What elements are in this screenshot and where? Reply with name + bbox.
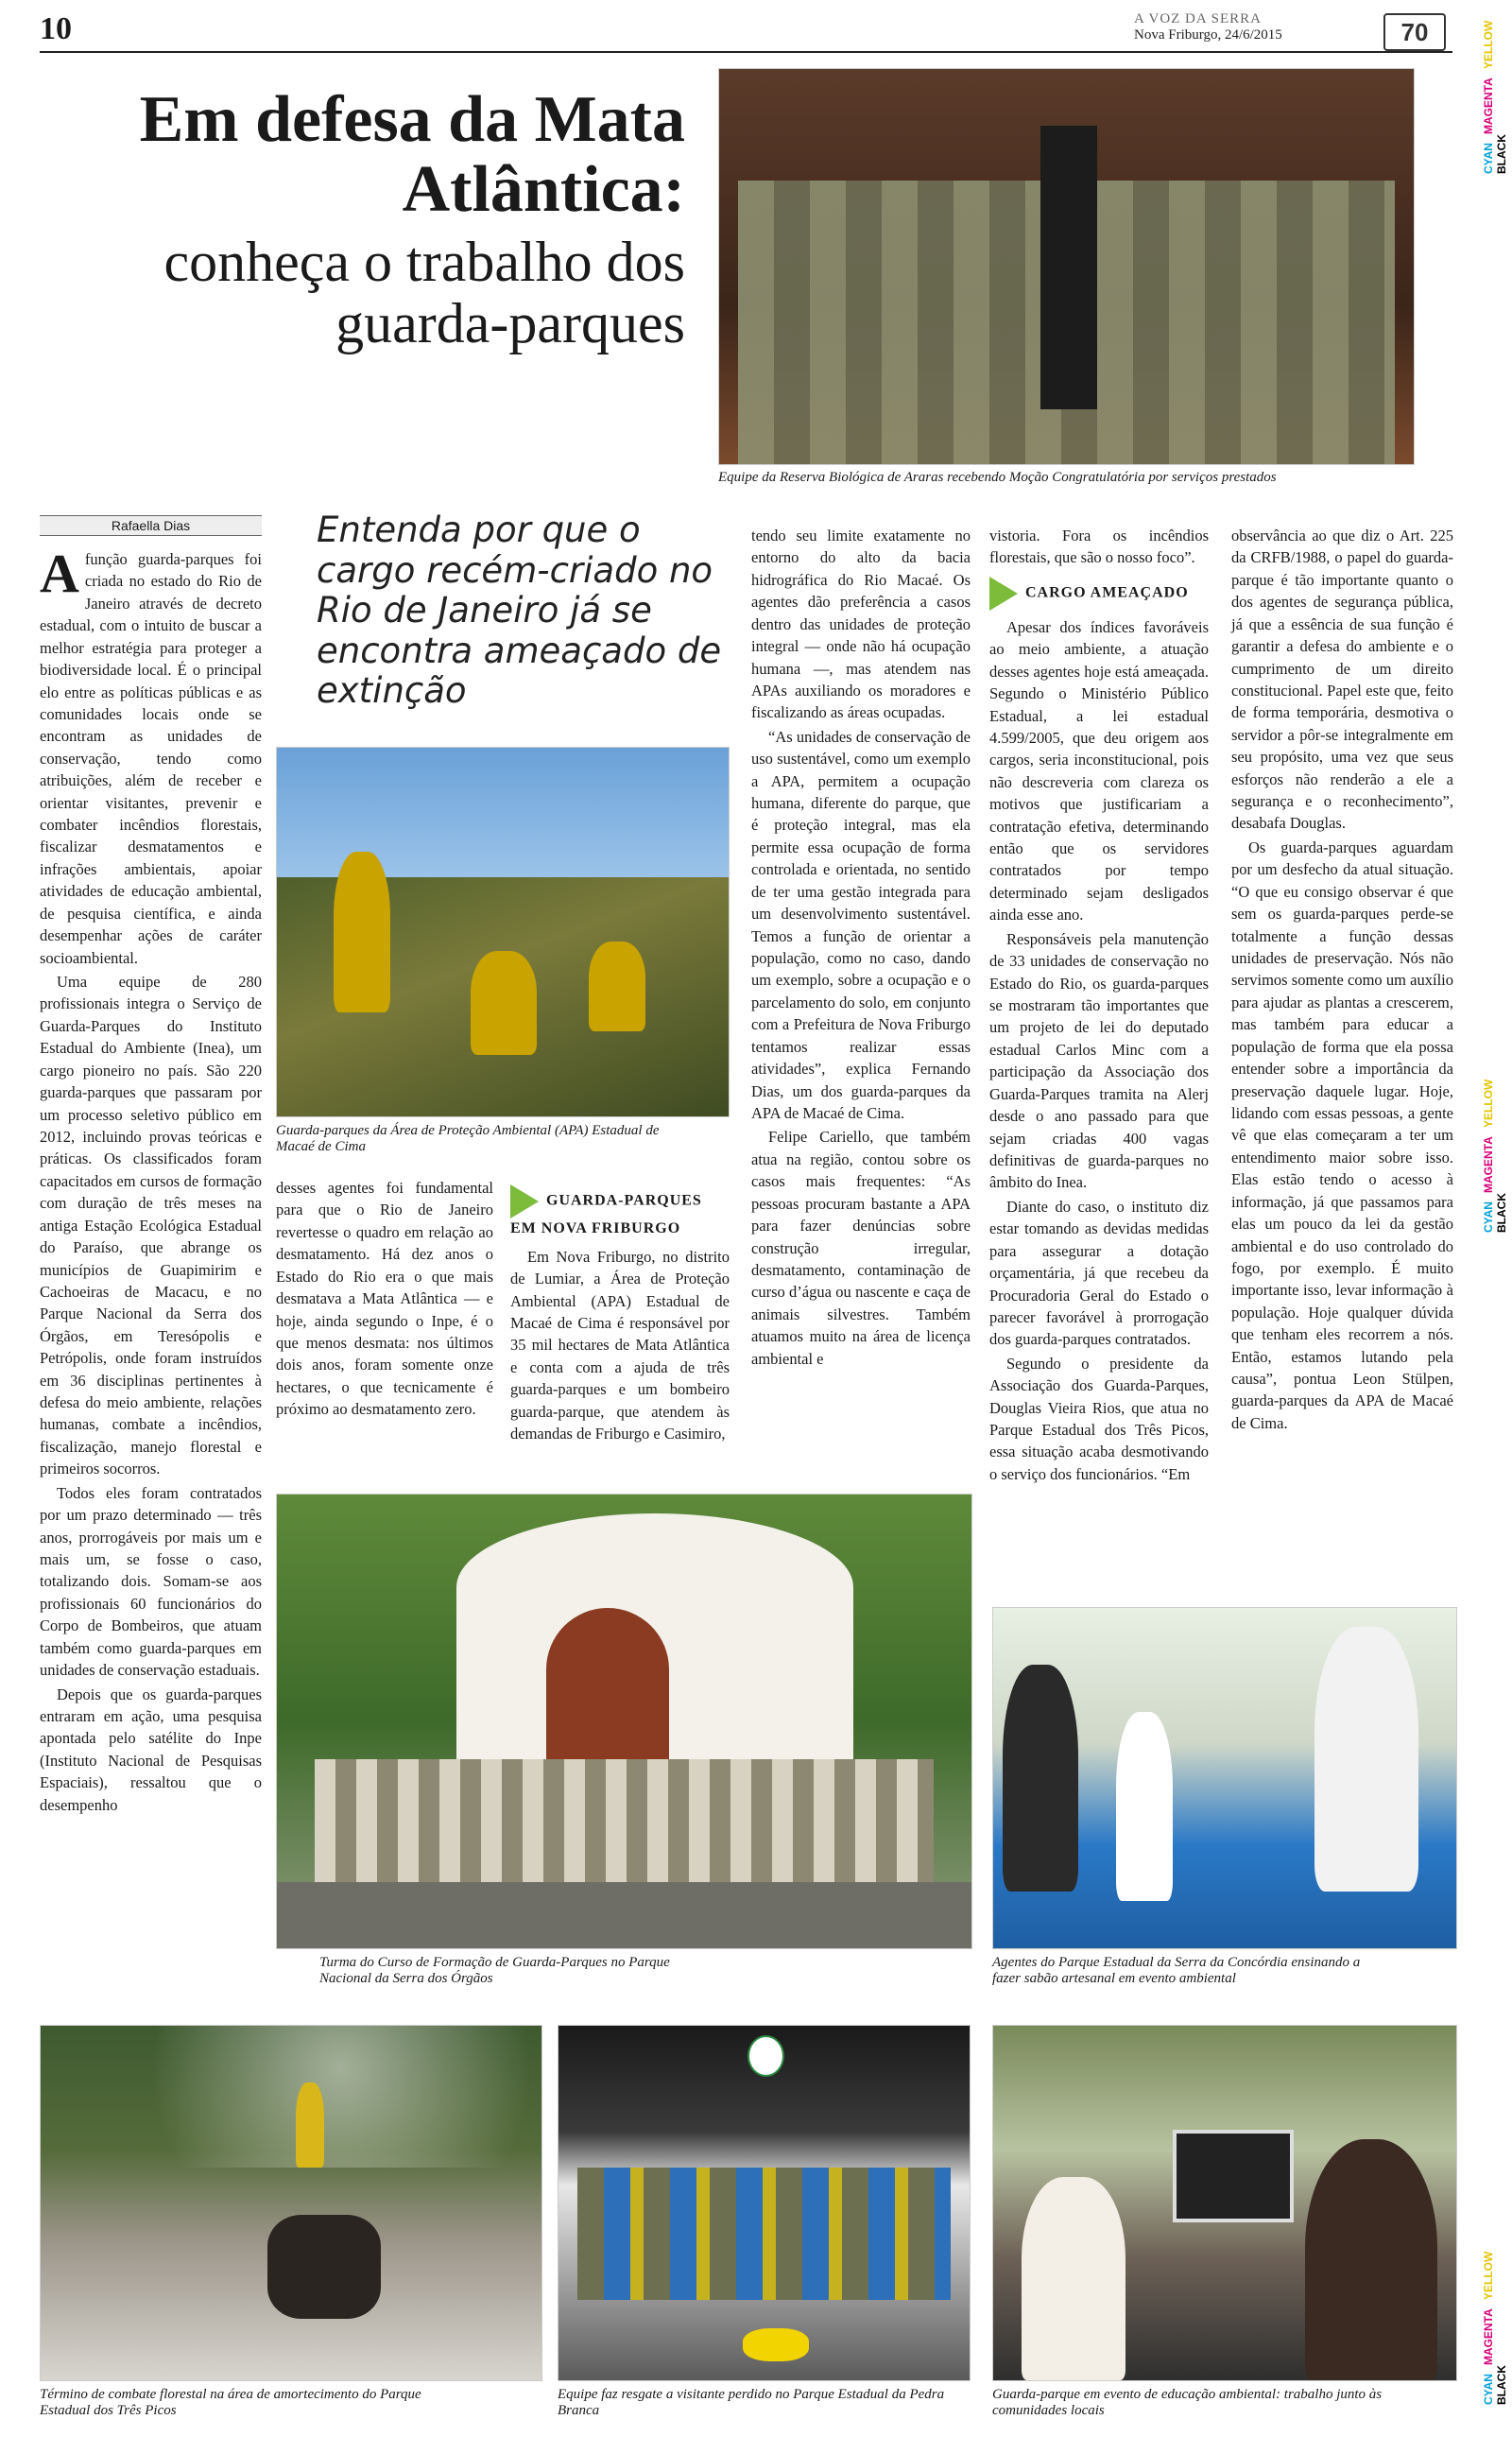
macae-guards-photo [276,747,730,1117]
paragraph: vistoria. Fora os incêndios florestais, que são o nosso foco”. [989,527,1209,567]
paragraph: Uma equipe de 280 profissionais integra o Serviço de Guarda-Parques do Instituto Estadual do Ambiente (Inea), um cargo pioneiro no país. São 220 guarda-parques que passaram por um processo seletivo público em 2012, incluindo provas teóricas e práticas. Os classificados foram capacitados em cursos de formação com duração de três meses na antiga Estação Ecológica Estadual do Paraíso, que abrange os municípios de Guapimirim e Cachoeiras de Macacu, e no Parque Nacional da Serra dos Órgãos, em Teresópolis e Petrópolis, onde foram instruídos em 36 disciplinas pertinentes à defesa do meio ambiente, relações humanas, combate a incêndios, fiscalização, manejo florestal e primeiros socorros. [40,973,262,1478]
rescue-photo-caption: Equipe faz resgate a visitante perdido no Parque Estadual da Pedra Branca [558,2387,945,2419]
column-6 [1231,525,1453,1436]
soap-making-photo [992,1607,1457,1949]
headline-bold: Em defesa da Mata Atlântica: [139,83,685,226]
environmental-education-photo [992,2025,1457,2381]
paragraph: observância ao que diz o Art. 225 da CRFB/1988, o papel do guarda-parque é tão importante quanto o dos agentes de segurança pública, já que a essência de sua função é garantir a defesa do ambiente e o cumprimento de um direito constitucional. Papel este que, feito de forma temporária, desmotiva o servidor a pôr-se integralmente em seu propósito, uma vez que seus esforços não renderão a ele a segurança e o reconhecimento”, desabafa Douglas. [1231,527,1453,833]
rescue-team-photo [558,2025,971,2381]
training-class-photo [276,1494,972,1949]
paragraph: Depois que os guarda-parques entraram em ação, uma pesquisa apontada pelo satélite do Inpe (Instituto Nacional de Pesquisas Espaciais), ressaltou que o desempenho [40,1685,262,1814]
edition-date: Nova Friburgo, 24/6/2015 [1134,27,1282,43]
paragraph: Todos eles foram contratados por um prazo determinado — três anos, prorrogáveis por mais um e mais um, se fosse o caso, totalizando dois. Somam-se aos profissionais 60 funcionários do Corpo de Bombeiros, que atuam também como guarda-parques em unidades de conservação estaduais. [40,1483,262,1680]
paragraph: tendo seu limite exatamente no entorno do alto da bacia hidrográfica do Rio Macaé. Os agentes dão preferência a casos dentro das unidades de proteção integral — onde não há ocupação humana —, mas atendem nas APAs auxiliando os moradores e fiscalizando as áreas ocupadas. [751,527,971,722]
paragraph: Afunção guarda-parques foi criada no estado do Rio de Janeiro através de decreto estadual, com o intuito de buscar a melhor estratégia para proteger a biodiversidade local. É o principal elo entre as políticas públicas e as comunidades locais onde se encontram as unidades de conservação, tendo como atribuições, além de receber e orientar visitantes, prevenir e combater incêndios florestais, fiscalizar desmatamentos e infrações ambientais, apoiar atividades de educação ambiental, de pesquisa científica, e ainda desempenhar ações de caráter socioambiental. [40,543,262,967]
masthead [1134,11,1370,43]
header-rule [40,51,1452,53]
green-triangle-icon [989,577,1018,611]
print-marks-top: CYAN MAGENTA YELLOW BLACK [1482,20,1508,174]
paragraph: Em Nova Friburgo, no distrito de Lumiar, a Área de Proteção Ambiental (APA) Estadual de Macaé de Cima é responsável por 35 mil hectares de Mata Atlântica e conta com a ajuda de três guarda-parques e um bombeiro guarda-parque, que atendem às demandas de Friburgo e Casimiro, [510,1247,730,1443]
article-deck: Entenda por que o cargo recém-criado no Rio de Janeiro já se encontra ameaçado de extinção [317,510,722,712]
paragraph: Apesar dos índices favoráveis ao meio ambiente, a atuação desses agentes hoje está ameaçada. Segundo o Ministério Público Estadual, a lei estadual 4.599/2005, que deu origem aos cargos, seria inconstitucional, pois não descreveria com clareza os motivos que justificariam a contratação efetiva, determinando então que os servidores contratados por tempo determinado sejam desligados ainda esse ano. [989,617,1209,925]
subhead-ameacado: CARGO AMEAÇADO [989,577,1209,611]
column-3 [510,1177,730,1447]
macae-photo-caption: Guarda-parques da Área de Proteção Ambiental (APA) Estadual de Macaé de Cima [276,1123,660,1155]
paragraph: Responsáveis pela manutenção de 33 unidades de conservação no Estado do Rio, os guarda-parques se mostraram tão importantes que um projeto de lei do deputado estadual Carlos Minc com a participação da Associação dos Guarda-Parques tramita na Alerj desde o ano passado para que sejam criadas 400 vagas definitivas de guarda-parques no âmbito do Inea. [989,929,1209,1192]
column-1 [40,543,262,1818]
column-2 [276,1177,493,1423]
forest-fire-photo [40,2025,542,2381]
paragraph: Segundo o presidente da Associação dos Guarda-Parques, Douglas Vieira Rios, que atua no Parque Estadual dos Três Picos, essa situação acaba desmotivando o serviço dos funcionários. “Em [989,1354,1209,1483]
article-headline [132,85,685,354]
print-marks-middle: CYAN MAGENTA YELLOW BLACK [1482,1079,1508,1233]
print-marks-bottom: CYAN MAGENTA YELLOW BLACK [1482,2251,1508,2405]
education-photo-caption: Guarda-parque em evento de educação ambiental: trabalho junto às comunidades locais [992,2387,1383,2419]
byline: Rafaella Dias [40,515,262,536]
team-award-photo [718,68,1415,465]
column-5 [989,525,1209,1487]
fire-photo-caption: Término de combate florestal na área de amortecimento do Parque Estadual dos Três Picos [40,2387,421,2419]
paragraph: Felipe Cariello, que também atua na região, contou sobre os casos mais frequentes: “As pessoas procuram bastante a APA para fazer denúncias sobre construção irregular, desmatamento, contaminação de curso d’água ou nascente e caça de animais silvestres. Também atuamos muito na área de licença ambiental e [751,1128,971,1368]
training-photo-caption: Turma do Curso de Formação de Guarda-Parques no Parque Nacional da Serra dos Órgãos [319,1955,670,1987]
concordia-photo-caption: Agentes do Parque Estadual da Serra da Concórdia ensinando a fazer sabão artesanal em evento ambiental [992,1955,1361,1987]
page-number: 10 [40,11,72,46]
paragraph: Os guarda-parques aguardam por um desfecho da atual situação. “O que eu consigo observar é que sem os guarda-parques perde-se totalmente a função dessas unidades de preservação. Nós não servimos somente como um auxílio para ajudar as plantas a crescerem, mas também para educar a população de forma que ela possa entender sobre a importância da preservação daquele lugar. Hoje, lidando com essas pessoas, a gente vê que elas começaram a ter um entendimento maior sobre isso. Elas estão tendo o acesso à informação, já que passamos para elas um pouco da lei da gestão ambiental e do uso controlado do fogo, por exemplo. É muito importante isso, levar informação à população. Hoje qualquer dúvida que tenham eles recorrem a nós. Então, estamos lutando pela causa”, pontua Leon Stülpen, guarda-parques da APA de Macaé de Cima. [1231,838,1453,1432]
top-photo-caption: Equipe da Reserva Biológica de Araras recebendo Moção Congratulatória por serviços prestados [718,470,1277,485]
column-4 [751,525,971,1372]
paragraph: “As unidades de conservação de uso sustentável, como um exemplo a APA, permitem a ocupação humana, diferente do parque, que é proteção integral, mas ela permite essa ocupação de forma controlada e orientada, no sentido de ter uma gestão integrada para um desenvolvimento sustentável. Temos a função de orientar a população, como no caso, dando um exemplo, sobre a ocupação e o parcelamento do solo, em conjunto com a Prefeitura de Nova Friburgo tentamos realizar essas atividades”, explica Fernando Dias, um dos guarda-parques da APA de Macaé de Cima. [751,727,971,1122]
green-triangle-icon [510,1184,539,1218]
headline-light: conheça o trabalho dos guarda-parques [163,231,685,354]
drop-cap: A [40,543,79,604]
anniversary-logo: 70 [1383,13,1446,51]
paragraph: desses agentes foi fundamental para que o Rio de Janeiro revertesse o quadro em relação ao desmatamento. Há dez anos o Estado do Rio era o que mais desmatava a Mata Atlântica — e hoje, ainda segundo o Inpe, é o que menos desmata: nos últimos dois anos, foram somente onze hectares, o que tecnicamente é próximo ao desmatamento zero. [276,1179,493,1419]
subhead-friburgo: GUARDA-PARQUES EM NOVA FRIBURGO [510,1184,730,1240]
paper-name: A VOZ DA SERRA [1134,11,1262,26]
paragraph: Diante do caso, o instituto diz estar tomando as devidas medidas para assegurar a dotação orçamentária, já que recebeu da Procuradoria Geral do Estado o parecer favorável à prorrogação dos guarda-parques contratados. [989,1197,1209,1349]
